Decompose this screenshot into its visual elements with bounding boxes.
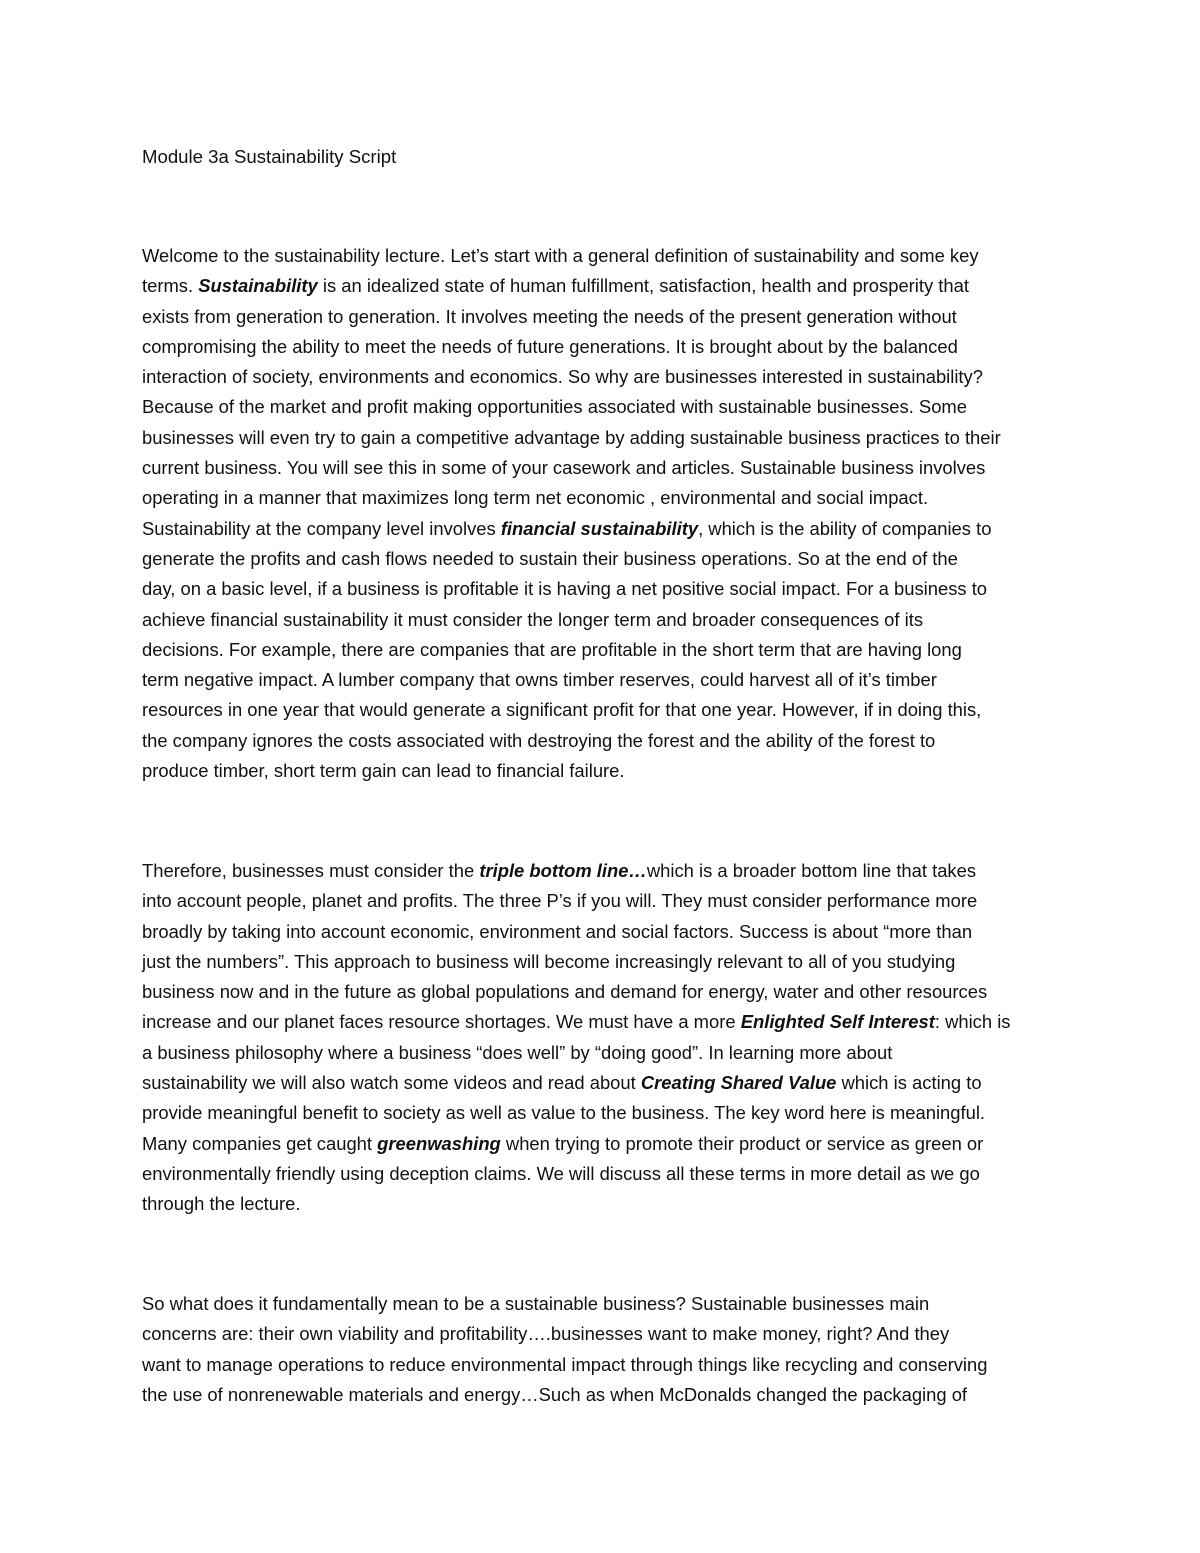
text-line — [142, 1007, 1062, 1037]
text-segment: produce timber, short term gain can lead to financial failure. — [142, 760, 625, 782]
text-line — [142, 756, 1062, 786]
text-segment: , which is the ability of companies to — [698, 517, 992, 539]
text-line — [142, 665, 1062, 695]
text-segment: interaction of society, environments and economics. So why are businesses interested in sustainability? — [142, 366, 983, 388]
paragraph-definitions — [142, 241, 1062, 786]
text-segment: increase and our planet faces resource shortages. We must have a more — [142, 1011, 741, 1033]
text-line — [142, 917, 1062, 947]
text-line — [142, 453, 1062, 483]
text-segment: compromising the ability to meet the needs of future generations. It is brought about by the balanced — [142, 335, 958, 357]
key-term: Creating Shared Value — [640, 1072, 837, 1094]
text-segment: Because of the market and profit making opportunities associated with sustainable businesses. Some — [142, 396, 967, 418]
text-segment: broadly by taking into account economic, environment and social factors. Success is about “more than — [142, 920, 973, 942]
text-segment: resources in one year that would generate a significant profit for that one year. However, if in doing this, — [142, 699, 982, 721]
text-line — [142, 423, 1062, 453]
text-segment: business now and in the future as global populations and demand for energy, water and other resources — [142, 981, 988, 1003]
text-line — [142, 483, 1062, 513]
text-line — [142, 1380, 1062, 1410]
text-segment: environmentally friendly using deception claims. We will discuss all these terms in more detail as we go — [142, 1162, 980, 1184]
text-line — [142, 726, 1062, 756]
text-line — [142, 1098, 1062, 1128]
text-segment: day, on a basic level, if a business is profitable it is having a net positive social impact. For a business to — [142, 578, 988, 600]
text-segment: Sustainability at the company level involves — [142, 517, 501, 539]
text-segment: is an idealized state of human fulfillment, satisfaction, health and prosperity that — [317, 275, 969, 297]
text-line — [142, 886, 1062, 916]
text-line — [142, 574, 1062, 604]
text-line — [142, 392, 1062, 422]
text-segment: Many companies get caught — [142, 1132, 378, 1154]
text-segment: which is acting to — [836, 1072, 982, 1094]
text-line — [142, 1159, 1062, 1189]
text-line — [142, 1189, 1062, 1219]
text-segment: sustainability we will also watch some videos and read about — [142, 1072, 641, 1094]
text-line — [142, 695, 1062, 725]
text-line — [142, 271, 1062, 301]
text-segment: achieve financial sustainability it must consider the longer term and broader consequences of its — [142, 608, 924, 630]
text-segment: Therefore, businesses must consider the — [142, 860, 480, 881]
text-line — [142, 635, 1062, 665]
text-segment: through the lecture. — [142, 1193, 301, 1215]
text-line — [142, 856, 1062, 886]
text-segment: the company ignores the costs associated with destroying the forest and the ability of the forest to — [142, 729, 936, 751]
text-line — [142, 302, 1062, 332]
text-line — [142, 947, 1062, 977]
text-segment: concerns are: their own viability and profitability….businesses want to make money, right? And they — [142, 1323, 950, 1345]
key-term: Sustainability — [198, 275, 318, 297]
text-line — [142, 544, 1062, 574]
text-segment: : which is — [934, 1011, 1011, 1033]
paragraph-sustainable-business — [142, 1289, 1062, 1410]
text-segment: which is a broader bottom line that takes — [646, 860, 977, 881]
text-segment: a business philosophy where a business “does well” by “doing good”. In learning more about — [142, 1041, 893, 1063]
paragraph-triple-bottom-line — [142, 856, 1062, 1220]
key-term: financial sustainability — [500, 517, 699, 539]
text-segment: So what does it fundamentally mean to be a sustainable business? Sustainable businesses main — [142, 1293, 930, 1314]
text-line — [142, 1319, 1062, 1349]
text-segment: into account people, planet and profits. The three P’s if you will. They must consider performance more — [142, 890, 978, 912]
document-title: Module 3a Sustainability Script — [142, 146, 397, 167]
text-segment: businesses will even try to gain a competitive advantage by adding sustainable business practices to their — [142, 426, 1001, 448]
text-segment: term negative impact. A lumber company that owns timber reserves, could harvest all of it’s timber — [142, 669, 937, 691]
text-line — [142, 1289, 1062, 1319]
text-segment: the use of nonrenewable materials and energy…Such as when McDonalds changed the packaging of — [142, 1383, 968, 1405]
text-segment: Welcome to the sustainability lecture. Let’s start with a general definition of sustainability and some key — [142, 245, 979, 266]
text-line — [142, 977, 1062, 1007]
key-term: triple bottom line… — [479, 860, 647, 881]
text-line — [142, 332, 1062, 362]
text-segment: just the numbers”. This approach to business will become increasingly relevant to all of you studying — [142, 950, 956, 972]
text-line — [142, 241, 1062, 271]
text-segment: decisions. For example, there are companies that are profitable in the short term that are having long — [142, 638, 962, 660]
key-term: greenwashing — [377, 1132, 501, 1154]
key-term: Enlighted Self Interest — [740, 1011, 935, 1033]
text-segment: operating in a manner that maximizes long term net economic , environmental and social impact. — [142, 487, 929, 509]
text-line — [142, 1350, 1062, 1380]
text-line — [142, 514, 1062, 544]
text-segment: when trying to promote their product or service as green or — [500, 1132, 984, 1154]
text-segment: provide meaningful benefit to society as well as value to the business. The key word here is meaningful. — [142, 1102, 986, 1124]
text-segment: terms. — [142, 275, 199, 297]
text-line — [142, 1129, 1062, 1159]
text-segment: current business. You will see this in some of your casework and articles. Sustainable business involves — [142, 457, 986, 479]
text-segment: generate the profits and cash flows needed to sustain their business operations. So at the end of the — [142, 547, 958, 569]
text-line — [142, 1068, 1062, 1098]
text-line — [142, 605, 1062, 635]
text-line — [142, 362, 1062, 392]
text-segment: want to manage operations to reduce environmental impact through things like recycling and conserving — [142, 1353, 988, 1375]
text-line — [142, 1038, 1062, 1068]
text-segment: exists from generation to generation. It involves meeting the needs of the present generation without — [142, 305, 957, 327]
